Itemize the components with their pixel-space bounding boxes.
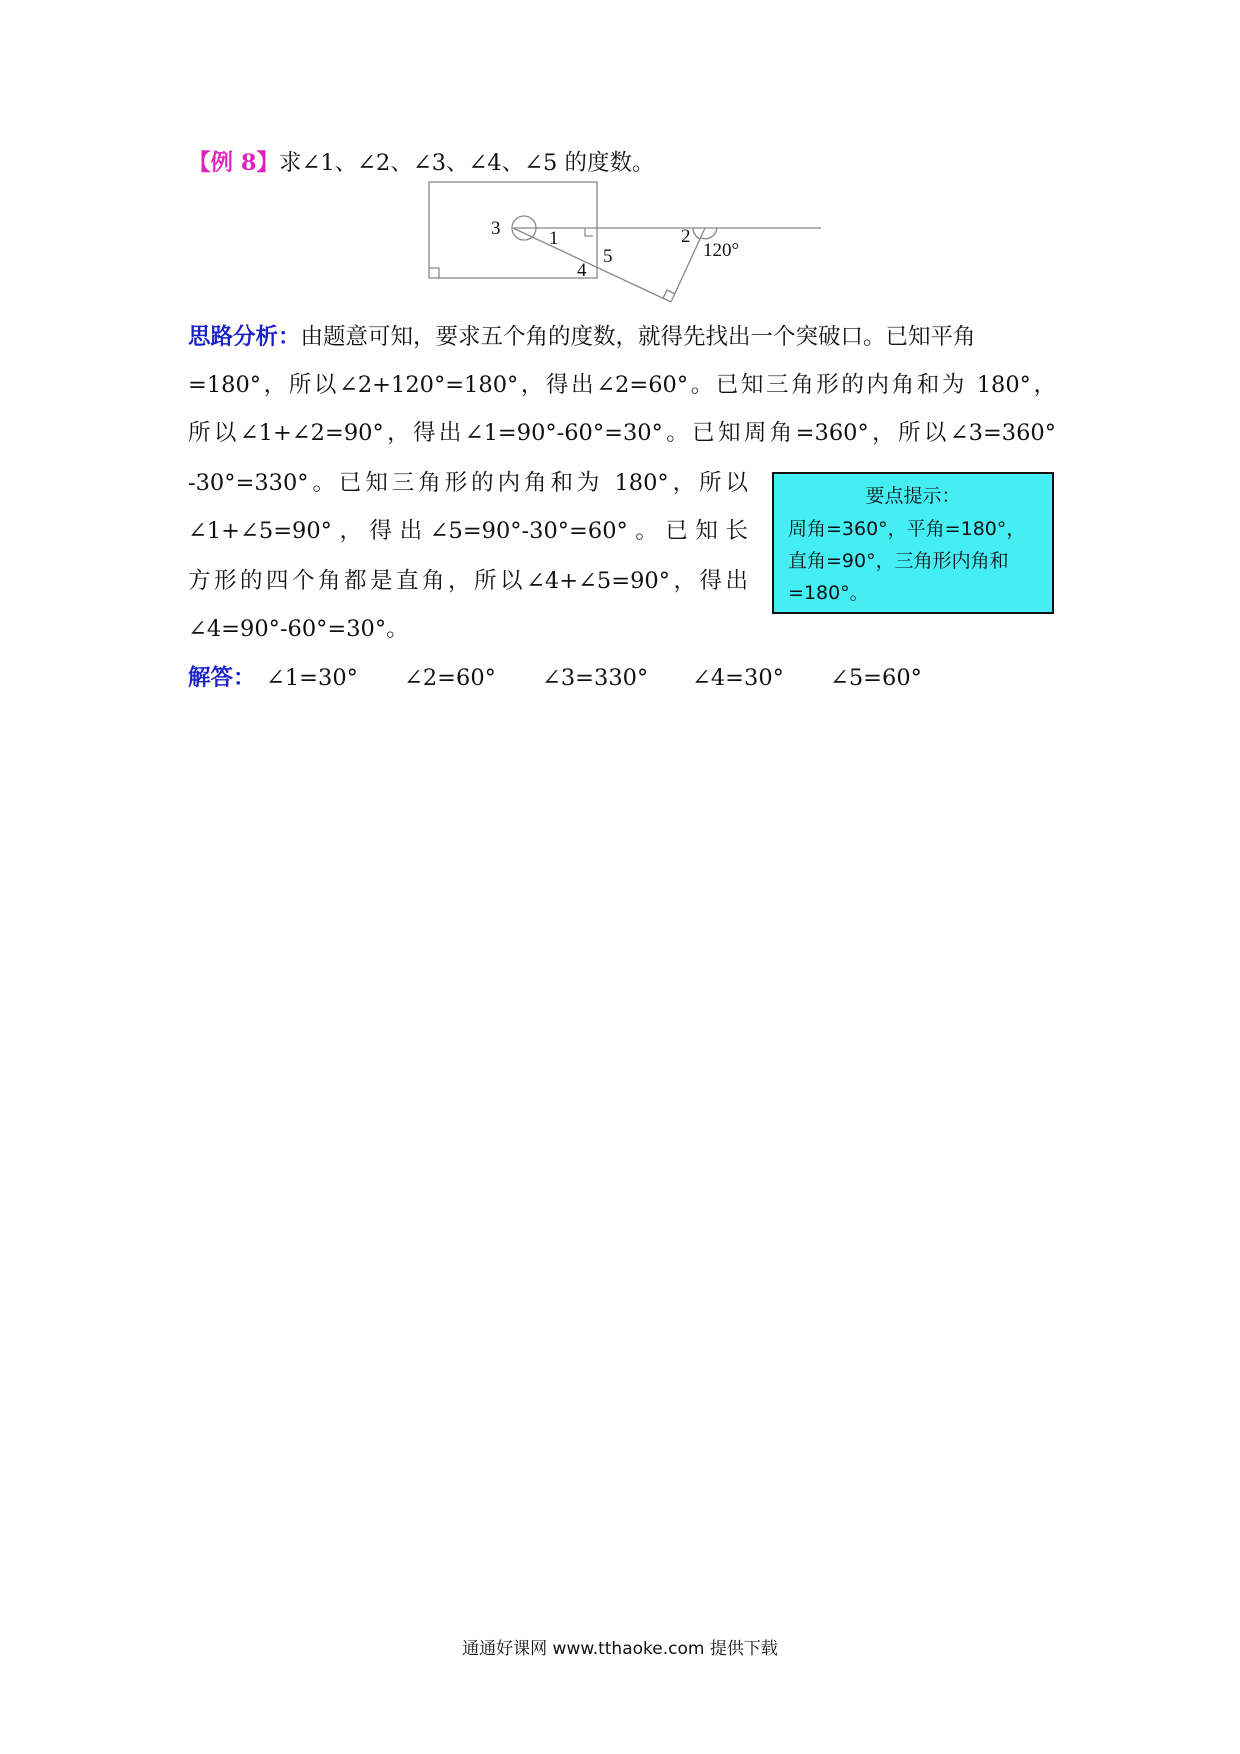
right-angle-mark-inner — [585, 228, 593, 236]
hint-box — [772, 472, 1054, 614]
answer-label-text: 解答： — [188, 665, 256, 691]
answer-label — [188, 663, 256, 693]
rectangle — [429, 182, 597, 278]
analysis-line-6: 方形的四个角都是直角，所以∠4+∠5=90°，得出 — [188, 568, 748, 594]
label-angle-1: 1 — [549, 228, 559, 249]
angle-120-arc — [701, 228, 717, 239]
example-question: 求∠1、∠2、∠3、∠4、∠5 的度数。 — [279, 150, 655, 176]
analysis-line-3: 所以∠1+∠2=90°，得出∠1=90°-60°=30°。已知周角=360°，所以∠3=360° — [188, 420, 1056, 446]
answer-3: ∠3=330° — [542, 665, 649, 691]
answer-4: ∠4=30° — [692, 665, 784, 691]
label-angle-3: 3 — [491, 218, 501, 239]
label-angle-4: 4 — [577, 260, 587, 281]
analysis-text-1: 由题意可知，要求五个角的度数，就得先找出一个突破口。已知平角 — [300, 324, 976, 350]
hint-line-2: 直角=90°，三角形内角和 — [788, 550, 1009, 572]
hint-line-1: 周角=360°，平角=180°， — [788, 518, 1026, 540]
label-120-degrees: 120° — [703, 240, 740, 261]
example-heading — [188, 148, 655, 178]
hint-line-3: =180°。 — [788, 582, 869, 604]
analysis-line-7: ∠4=90°-60°=30°。 — [188, 616, 409, 642]
answer-2: ∠2=60° — [404, 665, 496, 691]
label-angle-2: 2 — [681, 226, 691, 247]
hint-title: 要点提示： — [865, 485, 961, 507]
footer-credit: 通通好课网 www.tthaoke.com 提供下载 — [462, 1639, 778, 1659]
analysis-line-5: ∠1+∠5=90°，得出∠5=90°-30°=60°。已知长 — [188, 518, 748, 544]
angle-2-arc — [693, 228, 700, 239]
right-angle-mark-rect — [429, 268, 439, 278]
example-tag: 【例 8】 — [188, 150, 279, 176]
label-angle-5: 5 — [603, 246, 613, 267]
analysis-label: 思路分析： — [188, 324, 301, 350]
answer-1: ∠1=30° — [266, 665, 358, 691]
analysis-line-2: =180°，所以∠2+120°=180°，得出∠2=60°。已知三角形的内角和为 180°， — [188, 372, 1056, 398]
answer-5: ∠5=60° — [830, 665, 922, 691]
analysis-line-1 — [188, 322, 1056, 352]
analysis-line-4: -30°=330°。已知三角形的内角和为 180°，所以 — [188, 470, 748, 496]
geometry-figure — [425, 178, 825, 310]
slant-line-a — [513, 228, 671, 302]
